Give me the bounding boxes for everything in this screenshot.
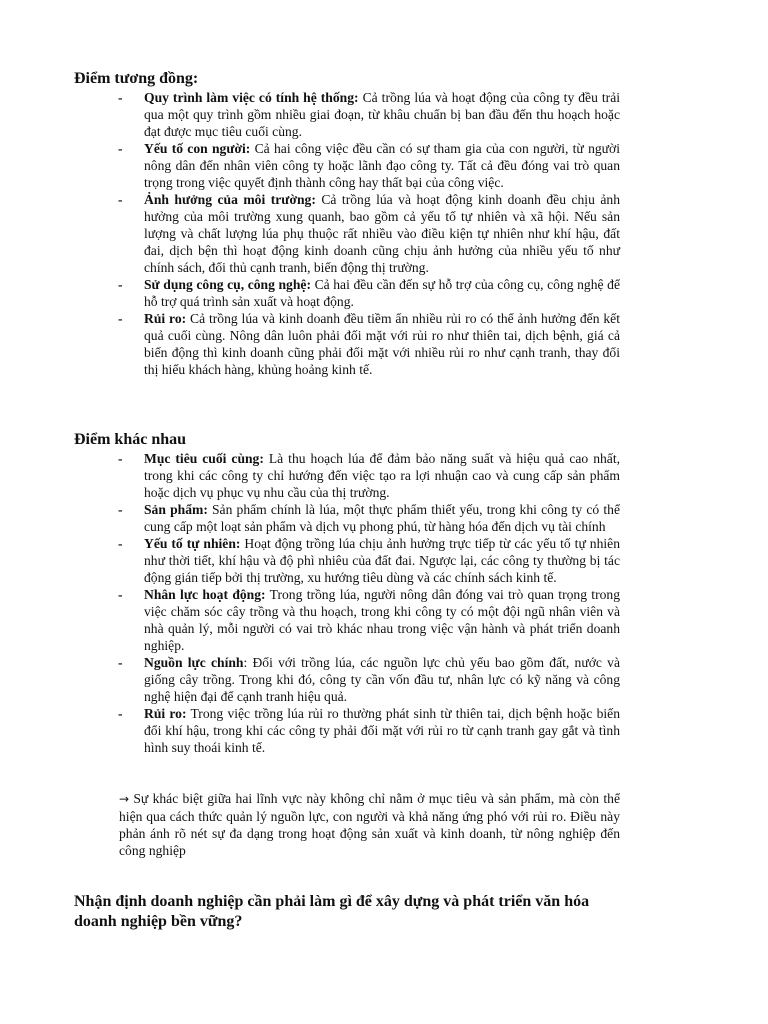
item-text: Trong trồng lúa, người nông dân đóng vai trò quan trọng trong việc chăm sóc cây trồng và thu hoạch, trong khi công ty có một đội ngũ nhân viên và nhà quản lý, mỗi người có vai trò khác nhau trong việc vận hành và phát triển doanh nghiệp. xyxy=(144,587,620,653)
bullet-dash: - xyxy=(118,90,123,105)
conclusion-paragraph xyxy=(119,790,620,859)
item-term: Mục tiêu cuối cùng: xyxy=(144,451,264,466)
bullet-dash: - xyxy=(118,587,123,602)
bullet-dash: - xyxy=(118,311,123,326)
item-term: Rủi ro: xyxy=(144,311,187,326)
bullet-dash: - xyxy=(118,141,123,156)
bullet-dash: - xyxy=(118,536,123,551)
question-heading: Nhận định doanh nghiệp cần phải làm gì để xây dựng và phát triển văn hóa doanh nghiệp bền vững? xyxy=(74,893,590,930)
item-text: : Đối với trồng lúa, các nguồn lực chủ yếu bao gồm đất, nước và giống cây trồng. Trong khi đó, công ty cần vốn đầu tư, nhân lực có kỹ năng và công nghệ hiện đại để cạnh tranh hiệu quả. xyxy=(144,655,620,704)
similarities-list xyxy=(0,89,620,378)
item-text: Cả hai công việc đều cần có sự tham gia của con người, từ người nông dân đến nhân viên công ty hoặc lãnh đạo công ty. Tất cả đều đóng vai trò quan trọng trong việc quyết định thành công hay thất bại của công việc. xyxy=(144,141,621,190)
item-term: Sản phẩm: xyxy=(144,502,208,517)
bullet-dash: - xyxy=(118,655,123,670)
section-heading-differences: Điểm khác nhau xyxy=(74,431,187,448)
item-text: Hoạt động trồng lúa chịu ảnh hưởng trực tiếp từ các yếu tố tự nhiên như thời tiết, khí hậu và độ phì nhiêu của đất đai. Ngược lại, các công ty thường bị tác động gián tiếp bởi thị trường, xu hướng tiêu dùng và các chính sách kinh tế. xyxy=(144,536,620,585)
item-term: Ảnh hưởng của môi trường: xyxy=(144,192,316,207)
list-item xyxy=(0,191,620,276)
list-item xyxy=(0,535,620,586)
item-text: Sản phẩm chính là lúa, một thực phẩm thiết yếu, trong khi công ty có thể cung cấp một loạt sản phẩm và dịch vụ phong phú, từ hàng hóa đến dịch vụ tài chính xyxy=(144,502,620,534)
item-term: Nguồn lực chính xyxy=(144,655,244,670)
item-term: Yếu tố con người: xyxy=(144,141,251,156)
item-text: Cả trồng lúa và hoạt động kinh doanh đều chịu ảnh hưởng của môi trường xung quanh, bao gồm cả yếu tố tự nhiên và xã hội. Nếu sản lượng và chất lượng lúa phụ thuộc rất nhiều vào điều kiện tự nhiên như khí hậu, đất đai, dịch bện thì hoạt động kinh doanh cũng chịu ảnh hưởng của nhiều yếu tố như chính sách, đối thủ cạnh tranh, biến động thị trường. xyxy=(144,192,620,275)
bullet-dash: - xyxy=(118,502,123,517)
item-text: Cả trồng lúa và hoạt động của công ty đều trải qua một quy trình gồm nhiều giai đoạn, từ khâu chuẩn bị ban đầu đến thu hoạch hoặc đạt được mục tiêu cuối cùng. xyxy=(144,90,620,139)
item-text: Cả hai đều cần đến sự hỗ trợ của công cụ, công nghệ để hỗ trợ quá trình sản xuất và hoạt động. xyxy=(144,277,620,309)
item-term: Yếu tố tự nhiên: xyxy=(144,536,241,551)
item-term: Rủi ro: xyxy=(144,706,187,721)
bullet-dash: - xyxy=(118,451,123,466)
bullet-dash: - xyxy=(118,192,123,207)
arrow-right-icon: → xyxy=(119,792,130,806)
item-term: Quy trình làm việc có tính hệ thống: xyxy=(144,90,359,105)
section-heading-similarities: Điểm tương đồng: xyxy=(74,70,199,87)
item-term: Sử dụng công cụ, công nghệ: xyxy=(144,277,311,292)
list-item xyxy=(0,276,620,310)
list-item xyxy=(0,586,620,654)
bullet-dash: - xyxy=(118,706,123,721)
item-text: Trong việc trồng lúa rủi ro thường phát sinh từ thiên tai, dịch bệnh hoặc biến đổi khí hậu, trong khi các công ty phải đối mặt với rủi ro từ cạnh tranh gay gắt và tình hình suy thoái kinh tế. xyxy=(144,706,620,755)
item-text: Là thu hoạch lúa để đảm bảo năng suất và hiệu quả cao nhất, trong khi các công ty chỉ hướng đến việc tạo ra lợi nhuận cao và cung cấp sản phẩm hoặc dịch vụ phục vụ nhu cầu của thị trường. xyxy=(144,451,620,500)
item-term: Nhân lực hoạt động: xyxy=(144,587,266,602)
list-item xyxy=(0,89,620,140)
list-item xyxy=(0,450,620,501)
item-text: Cả trồng lúa và kinh doanh đều tiềm ẩn nhiều rủi ro có thể ảnh hưởng đến kết quả cuối cùng. Nông dân luôn phải đối mặt với rủi ro như thiên tai, dịch bệnh, giá cả biến động thì kinh doanh cũng phải đối mặt với nhiều rủi ro như cạnh tranh, thay đổi thị hiếu khách hàng, khủng hoảng kinh tế. xyxy=(144,311,620,377)
differences-list xyxy=(0,450,620,756)
list-item xyxy=(0,705,620,756)
list-item xyxy=(0,654,620,705)
list-item xyxy=(0,310,620,378)
list-item xyxy=(0,501,620,535)
conclusion-text: Sự khác biệt giữa hai lĩnh vực này không chỉ nằm ở mục tiêu và sản phẩm, mà còn thể hiện qua cách thức quản lý nguồn lực, con người và khả năng ứng phó với rủi ro. Điều này phản ánh rõ nét sự đa dạng trong hoạt động sản xuất và kinh doanh, từ nông nghiệp đến công nghiệp xyxy=(119,791,620,858)
bullet-dash: - xyxy=(118,277,123,292)
list-item xyxy=(0,140,620,191)
